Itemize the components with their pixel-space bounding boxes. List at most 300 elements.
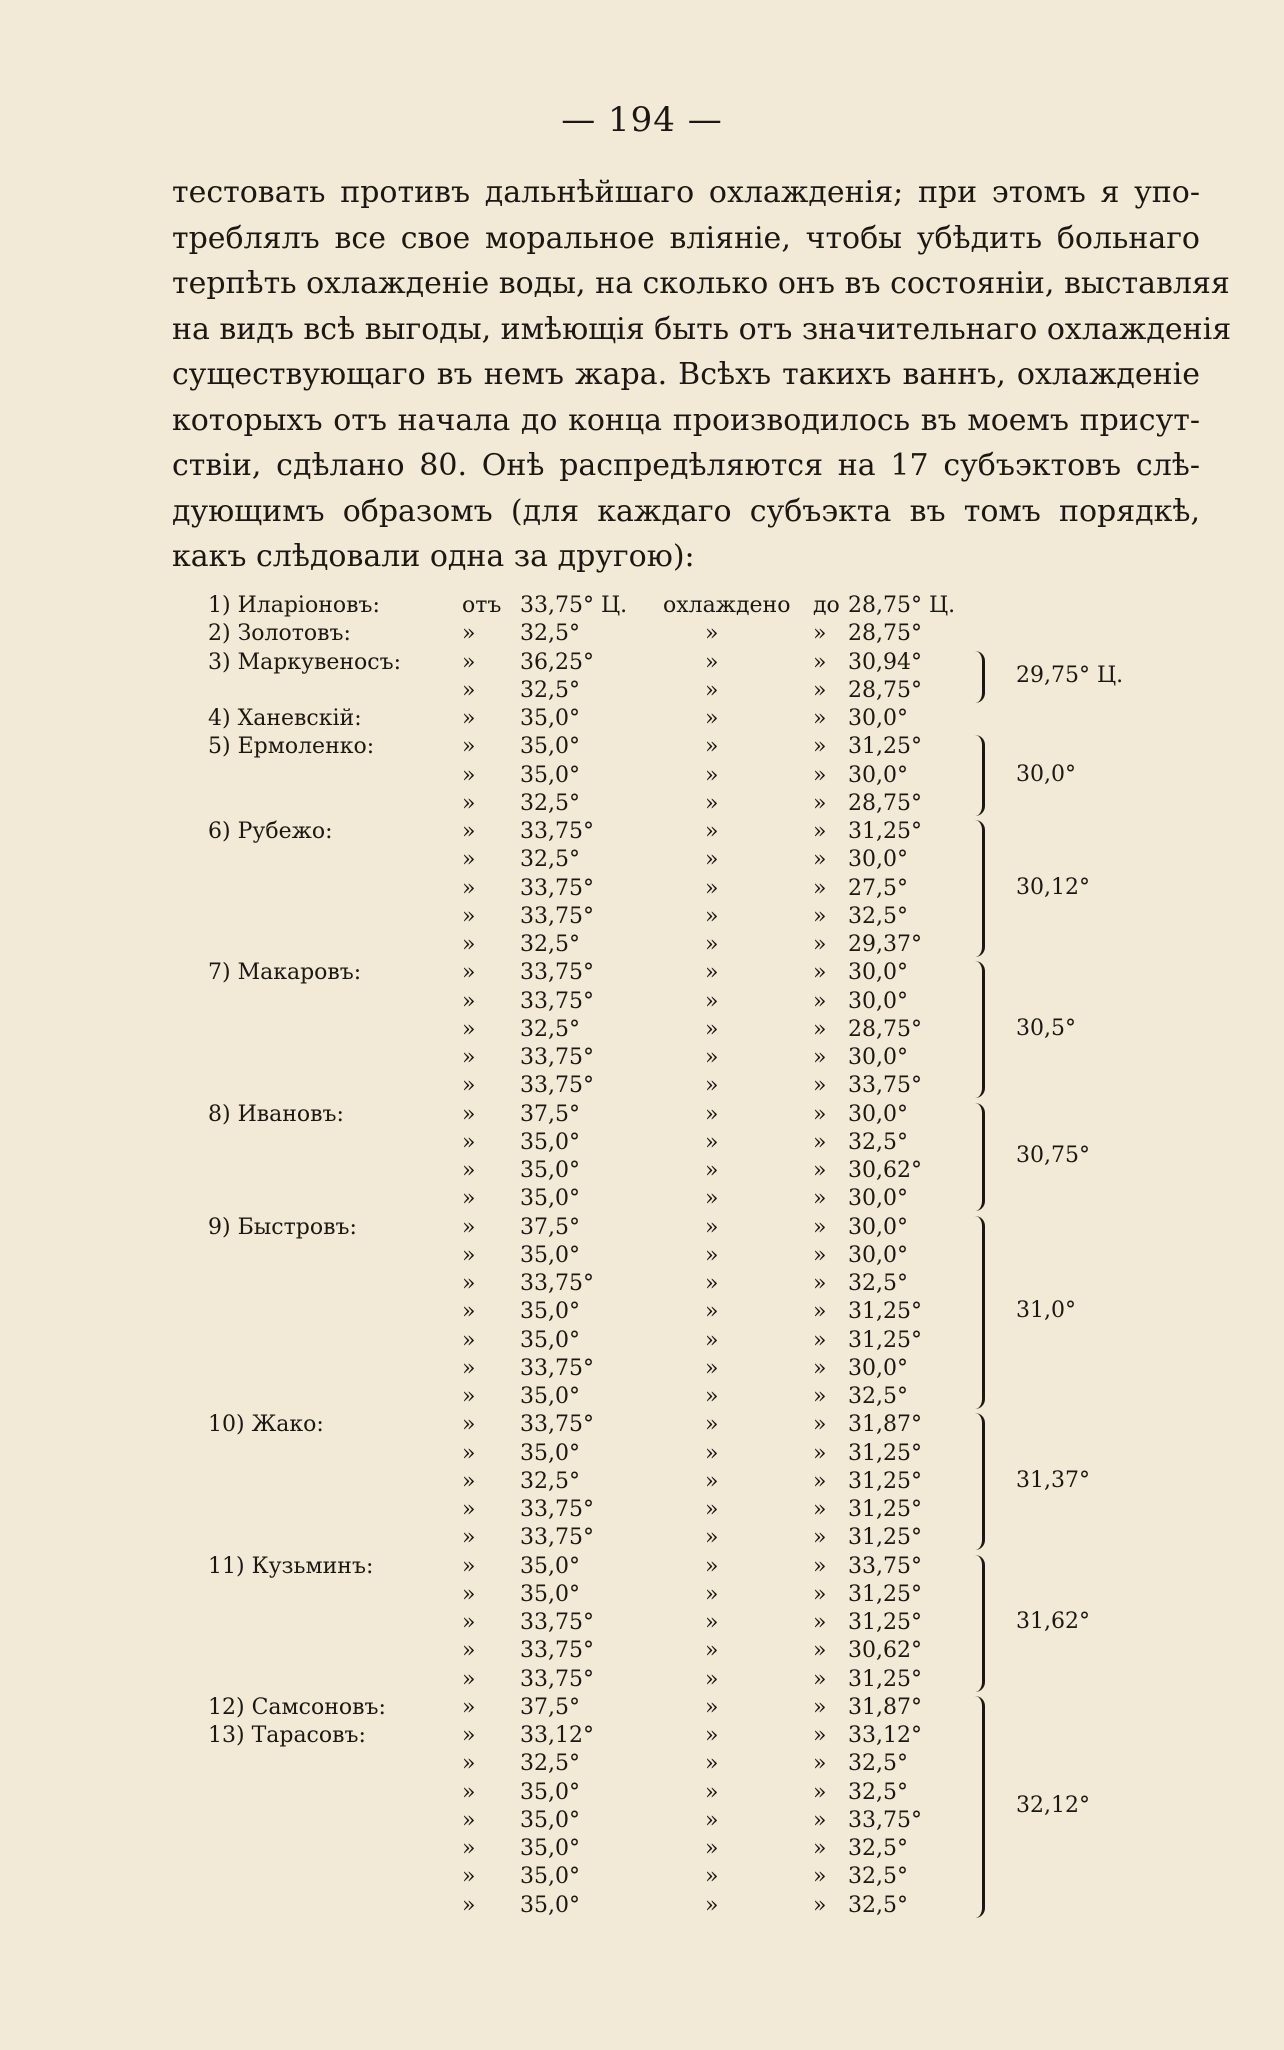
ditto-mark: » <box>705 819 719 844</box>
ditto-mark: » <box>705 932 719 957</box>
subject-name: 10) Жако: <box>208 1412 324 1438</box>
from-value: 33,75° <box>520 1412 594 1438</box>
table-row <box>0 959 1284 987</box>
ditto-mark: » <box>705 1497 719 1522</box>
ditto-mark: » <box>705 1186 719 1212</box>
ditto-mark: » <box>813 960 827 986</box>
ditto-mark: » <box>462 1045 476 1070</box>
subject-name: 12) Самсоновъ: <box>208 1694 386 1720</box>
ditto-mark: » <box>462 1412 476 1438</box>
ditto-mark: » <box>705 1073 719 1099</box>
ditto-mark: » <box>705 1553 719 1579</box>
table-row <box>0 1468 1284 1496</box>
ditto-mark: » <box>462 1101 476 1127</box>
table-row <box>0 1750 1284 1778</box>
from-value: 33,75° <box>520 819 594 844</box>
ditto-mark: » <box>462 1751 476 1777</box>
ditto-mark: » <box>462 1468 476 1494</box>
ditto-mark: » <box>462 1638 476 1664</box>
ditto-mark: » <box>813 1610 827 1635</box>
ditto-mark: » <box>813 932 827 957</box>
table-row <box>0 1694 1284 1722</box>
ditto-mark: » <box>813 847 827 873</box>
ditto-mark: » <box>462 1158 476 1183</box>
ditto-mark: » <box>462 1327 476 1353</box>
ditto-mark: » <box>462 790 476 816</box>
to-value: 30,0° <box>848 1045 908 1070</box>
to-value: 28,75° <box>848 621 922 647</box>
ditto-mark: » <box>462 1864 476 1890</box>
table-row <box>0 1553 1284 1581</box>
ditto-mark: » <box>705 1694 719 1720</box>
to-value: 27,5° <box>848 875 908 901</box>
ditto-mark: » <box>813 1468 827 1494</box>
from-value: 35,0° <box>520 1158 580 1183</box>
table-row <box>0 903 1284 931</box>
ditto-mark: » <box>813 1525 827 1551</box>
ditto-mark: » <box>813 1779 827 1805</box>
from-value: 33,75° <box>520 1525 594 1551</box>
ditto-mark: » <box>462 762 476 788</box>
ditto-mark: » <box>705 1242 719 1268</box>
to-value: 32,5° <box>848 903 908 929</box>
ditto-mark: » <box>813 819 827 844</box>
ditto-mark: » <box>813 1355 827 1381</box>
ditto-mark: » <box>705 1836 719 1861</box>
ditto-mark: » <box>462 1271 476 1296</box>
ditto-mark: » <box>705 649 719 675</box>
ditto-mark: » <box>462 1355 476 1381</box>
to-value: 31,25° <box>848 1525 922 1551</box>
to-value: 30,0° <box>848 706 908 731</box>
table-row <box>0 1609 1284 1637</box>
group-brace <box>968 651 985 703</box>
paragraph-line: какъ слѣдовали одна за другою): <box>172 539 695 574</box>
subject-name: 9) Быстровъ: <box>208 1214 357 1240</box>
to-value: 32,5° <box>848 1892 908 1918</box>
subject-name: 13) Тарасовъ: <box>208 1723 366 1748</box>
ditto-mark: » <box>462 1892 476 1918</box>
ditto-mark: » <box>462 1384 476 1409</box>
average-value: 30,75° <box>1016 1142 1090 1168</box>
table-row <box>0 592 1284 620</box>
ditto-mark: » <box>813 1129 827 1155</box>
ditto-mark: » <box>462 1723 476 1748</box>
table-row <box>0 1835 1284 1863</box>
ditto-mark: » <box>705 847 719 873</box>
table-row <box>0 1524 1284 1552</box>
from-value: 32,5° <box>520 932 580 957</box>
group-brace <box>968 1103 985 1212</box>
from-value: 33,12° <box>520 1723 594 1748</box>
ditto-mark: » <box>705 1468 719 1494</box>
ditto-mark: » <box>813 1751 827 1777</box>
ditto-mark: » <box>813 734 827 760</box>
from-value: 35,0° <box>520 1892 580 1918</box>
ditto-mark: » <box>462 1186 476 1212</box>
average-value: 29,75° Ц. <box>1016 662 1124 688</box>
table-row <box>0 875 1284 903</box>
table-row <box>0 1666 1284 1694</box>
from-value: 33,75° <box>520 1610 594 1635</box>
from-value: 33,75° <box>520 1497 594 1522</box>
subject-name: 11) Кузьминъ: <box>208 1553 374 1579</box>
from-value: 32,5° <box>520 1016 580 1042</box>
to-value: 31,87° <box>848 1412 922 1438</box>
table-row <box>0 1016 1284 1044</box>
ditto-mark: » <box>813 1892 827 1918</box>
paragraph-line: на видъ всѣ выгоды, имѣющія быть отъ значительнаго охлажденія <box>172 311 1232 347</box>
ditto-mark: » <box>813 1101 827 1127</box>
table-row <box>0 1863 1284 1891</box>
average-value: 30,0° <box>1016 761 1076 787</box>
subject-name: 3) Маркувеносъ: <box>208 649 402 675</box>
from-value: 33,75° <box>520 1073 594 1099</box>
to-value: 32,5° <box>848 1129 908 1155</box>
from-value: 33,75° <box>520 1666 594 1692</box>
table-row <box>0 705 1284 733</box>
subject-name: 5) Ермоленко: <box>208 734 375 760</box>
table-row <box>0 1411 1284 1439</box>
ditto-mark: » <box>705 1129 719 1155</box>
paragraph-line: терпѣть охлажденіе воды, на сколько онъ въ состояніи, выставляя <box>172 266 1230 301</box>
ditto-mark: » <box>705 1779 719 1805</box>
ditto-mark: » <box>462 1779 476 1805</box>
ditto-mark: » <box>705 1638 719 1664</box>
average-value: 30,5° <box>1016 1015 1076 1041</box>
table-row <box>0 790 1284 818</box>
table-row <box>0 1637 1284 1665</box>
table-row <box>0 1072 1284 1100</box>
from-value: 33,75° <box>520 960 594 986</box>
to-value: 29,37° <box>848 932 922 957</box>
ditto-mark: » <box>705 960 719 986</box>
ditto-mark: » <box>813 1158 827 1183</box>
from-value: 35,0° <box>520 762 580 788</box>
ditto-mark: » <box>813 1666 827 1692</box>
ditto-mark: » <box>813 1016 827 1042</box>
paragraph-line: ствіи, сдѣлано 80. Онѣ распредѣляются на 17 субъэктовъ слѣ- <box>172 448 1200 483</box>
from-value: 33,75° <box>520 875 594 901</box>
ditto-mark: » <box>705 1610 719 1635</box>
average-value: 31,0° <box>1016 1298 1076 1324</box>
subject-name: 7) Макаровъ: <box>208 960 362 986</box>
ditto-mark: » <box>462 1610 476 1635</box>
paragraph-line: дующимъ образомъ (для каждаго субъэкта въ томъ порядкѣ, <box>172 493 1200 529</box>
body-paragraph <box>172 170 1232 580</box>
ditto-mark: » <box>813 649 827 675</box>
ditto-mark: » <box>462 649 476 675</box>
subject-name: 4) Ханевскій: <box>208 706 362 731</box>
to-value: 28,75° <box>848 677 922 703</box>
ditto-mark: » <box>705 1892 719 1918</box>
from-value: 35,0° <box>520 1779 580 1805</box>
ditto-mark: » <box>813 762 827 788</box>
ditto-mark: » <box>462 1214 476 1240</box>
ditto-mark: » <box>813 706 827 731</box>
group-brace <box>968 1555 985 1692</box>
ditto-mark: » <box>813 1440 827 1466</box>
ditto-mark: » <box>813 621 827 647</box>
ditto-mark: » <box>705 1581 719 1607</box>
from-value: 33,75° <box>520 1045 594 1070</box>
ditto-mark: » <box>462 1581 476 1607</box>
average-value: 32,12° <box>1016 1792 1090 1818</box>
from-value: 32,5° <box>520 677 580 703</box>
ditto-mark: » <box>462 875 476 901</box>
to-value: 32,5° <box>848 1271 908 1296</box>
ditto-mark: » <box>705 1214 719 1240</box>
from-value: 35,0° <box>520 1581 580 1607</box>
ditto-mark: » <box>813 1327 827 1353</box>
to-value: 31,25° <box>848 1581 922 1607</box>
from-value: 33,75° <box>520 1271 594 1296</box>
from-value: 35,0° <box>520 1864 580 1890</box>
paragraph-line: треблялъ все свое моральное вліяніе, чтобы убѣдить больнаго <box>172 220 1200 256</box>
ditto-mark: » <box>462 932 476 957</box>
to-value: 31,25° <box>848 734 922 760</box>
to-value: 30,62° <box>848 1638 922 1664</box>
to-value: 28,75° <box>848 790 922 816</box>
ditto-mark: » <box>813 1242 827 1268</box>
from-value: 35,0° <box>520 734 580 760</box>
to-value: 30,62° <box>848 1158 922 1183</box>
from-value: 32,5° <box>520 847 580 873</box>
ditto-mark: » <box>705 1384 719 1409</box>
ditto-mark: » <box>462 1497 476 1522</box>
average-value: 31,37° <box>1016 1467 1090 1493</box>
from-value: 32,5° <box>520 621 580 647</box>
table-row <box>0 1581 1284 1609</box>
ditto-mark: » <box>813 1836 827 1861</box>
ditto-mark: » <box>813 1214 827 1240</box>
ditto-mark: » <box>705 621 719 647</box>
ditto-mark: » <box>813 1581 827 1607</box>
table-row <box>0 1440 1284 1468</box>
from-word: отъ <box>462 593 502 618</box>
to-value: 31,87° <box>848 1694 922 1720</box>
ditto-mark: » <box>462 1525 476 1551</box>
to-value: 28,75° Ц. <box>848 593 956 618</box>
table-row <box>0 1298 1284 1326</box>
temperature-table <box>0 592 1284 1932</box>
group-brace <box>968 735 985 816</box>
ditto-mark: » <box>705 1355 719 1381</box>
ditto-mark: » <box>705 1864 719 1890</box>
to-value: 31,25° <box>848 1440 922 1466</box>
ditto-mark: » <box>705 1440 719 1466</box>
to-value: 33,75° <box>848 1807 922 1833</box>
table-row <box>0 1722 1284 1750</box>
ditto-mark: » <box>813 875 827 901</box>
page-number: — 194 — <box>561 100 723 140</box>
to-value: 31,25° <box>848 1666 922 1692</box>
from-value: 35,0° <box>520 1299 580 1325</box>
to-value: 30,0° <box>848 1214 908 1240</box>
from-value: 35,0° <box>520 1440 580 1466</box>
ditto-mark: » <box>462 1299 476 1325</box>
ditto-mark: » <box>813 1497 827 1522</box>
ditto-mark: » <box>705 677 719 703</box>
ditto-mark: » <box>462 903 476 929</box>
ditto-mark: » <box>462 988 476 1014</box>
to-value: 30,0° <box>848 1242 908 1268</box>
from-value: 35,0° <box>520 1836 580 1861</box>
to-value: 33,75° <box>848 1553 922 1579</box>
ditto-mark: » <box>462 1073 476 1099</box>
ditto-mark: » <box>462 847 476 873</box>
ditto-mark: » <box>705 1751 719 1777</box>
subject-name: 2) Золотовъ: <box>208 621 351 647</box>
to-value: 28,75° <box>848 1016 922 1042</box>
ditto-mark: » <box>705 706 719 731</box>
to-value: 30,0° <box>848 1186 908 1212</box>
ditto-mark: » <box>813 790 827 816</box>
subject-name: 1) Иларіоновъ: <box>208 593 380 618</box>
ditto-mark: » <box>705 1158 719 1183</box>
ditto-mark: » <box>705 1045 719 1070</box>
to-value: 33,12° <box>848 1723 922 1748</box>
ditto-mark: » <box>813 1723 827 1748</box>
ditto-mark: » <box>813 1638 827 1664</box>
group-brace <box>968 961 985 1098</box>
to-value: 30,0° <box>848 960 908 986</box>
table-row <box>0 1892 1284 1920</box>
from-value: 35,0° <box>520 706 580 731</box>
to-value: 32,5° <box>848 1384 908 1409</box>
ditto-mark: » <box>813 1073 827 1099</box>
from-value: 35,0° <box>520 1242 580 1268</box>
ditto-mark: » <box>705 988 719 1014</box>
ditto-mark: » <box>462 677 476 703</box>
ditto-mark: » <box>813 1045 827 1070</box>
ditto-mark: » <box>705 1525 719 1551</box>
ditto-mark: » <box>705 790 719 816</box>
from-value: 36,25° <box>520 649 594 675</box>
ditto-mark: » <box>813 1271 827 1296</box>
ditto-mark: » <box>462 1694 476 1720</box>
ditto-mark: » <box>813 677 827 703</box>
table-row <box>0 988 1284 1016</box>
table-row <box>0 1157 1284 1185</box>
to-value: 31,25° <box>848 819 922 844</box>
group-brace <box>968 820 985 957</box>
ditto-mark: » <box>462 1129 476 1155</box>
ditto-mark: » <box>813 903 827 929</box>
ditto-mark: » <box>462 960 476 986</box>
from-value: 33,75° <box>520 988 594 1014</box>
ditto-mark: » <box>462 706 476 731</box>
from-value: 35,0° <box>520 1553 580 1579</box>
paragraph-line: тестовать противъ дальнѣйшаго охлажденія; при этомъ я упо- <box>172 175 1200 210</box>
table-row <box>0 846 1284 874</box>
from-value: 33,75° Ц. <box>520 593 628 618</box>
from-value: 32,5° <box>520 790 580 816</box>
to-value: 31,25° <box>848 1497 922 1522</box>
average-value: 31,62° <box>1016 1609 1090 1634</box>
table-row <box>0 1807 1284 1835</box>
group-brace <box>968 1216 985 1410</box>
from-value: 32,5° <box>520 1751 580 1777</box>
to-word: до <box>813 593 840 618</box>
paragraph-line: существующаго въ немъ жара. Всѣхъ такихъ ваннъ, охлажденіе <box>172 357 1200 392</box>
ditto-mark: » <box>462 1242 476 1268</box>
table-row <box>0 1327 1284 1355</box>
ditto-mark: » <box>705 1666 719 1692</box>
from-value: 33,75° <box>520 1638 594 1664</box>
ditto-mark: » <box>705 762 719 788</box>
ditto-mark: » <box>813 988 827 1014</box>
table-row <box>0 733 1284 761</box>
to-value: 30,0° <box>848 1355 908 1381</box>
table-row <box>0 762 1284 790</box>
subject-name: 8) Ивановъ: <box>208 1101 344 1127</box>
table-row <box>0 818 1284 846</box>
table-row <box>0 620 1284 648</box>
ditto-mark: » <box>705 1016 719 1042</box>
to-value: 30,0° <box>848 988 908 1014</box>
ditto-mark: » <box>705 1327 719 1353</box>
ditto-mark: » <box>705 1723 719 1748</box>
to-value: 30,0° <box>848 847 908 873</box>
to-value: 30,0° <box>848 1101 908 1127</box>
table-row <box>0 1044 1284 1072</box>
table-row <box>0 1270 1284 1298</box>
ditto-mark: » <box>705 875 719 901</box>
to-value: 30,94° <box>848 649 922 675</box>
from-value: 33,75° <box>520 903 594 929</box>
ditto-mark: » <box>705 1101 719 1127</box>
from-value: 37,5° <box>520 1694 580 1720</box>
ditto-mark: » <box>462 734 476 760</box>
ditto-mark: » <box>705 1271 719 1296</box>
table-row <box>0 1129 1284 1157</box>
ditto-mark: » <box>462 1440 476 1466</box>
ditto-mark: » <box>462 1666 476 1692</box>
from-value: 33,75° <box>520 1355 594 1381</box>
from-value: 35,0° <box>520 1327 580 1353</box>
table-row <box>0 1779 1284 1807</box>
ditto-mark: » <box>462 621 476 647</box>
to-value: 32,5° <box>848 1751 908 1777</box>
to-value: 32,5° <box>848 1779 908 1805</box>
ditto-mark: » <box>462 1836 476 1861</box>
table-row <box>0 1242 1284 1270</box>
ditto-mark: » <box>705 734 719 760</box>
ditto-mark: » <box>813 1807 827 1833</box>
group-brace <box>968 1413 985 1550</box>
from-value: 35,0° <box>520 1807 580 1833</box>
to-value: 30,0° <box>848 762 908 788</box>
table-row <box>0 1185 1284 1213</box>
from-value: 35,0° <box>520 1186 580 1212</box>
from-value: 32,5° <box>520 1468 580 1494</box>
to-value: 33,75° <box>848 1073 922 1099</box>
ditto-mark: » <box>813 1299 827 1325</box>
ditto-mark: » <box>813 1694 827 1720</box>
to-value: 31,25° <box>848 1299 922 1325</box>
ditto-mark: » <box>462 1553 476 1579</box>
table-row <box>0 1101 1284 1129</box>
ditto-mark: » <box>705 1807 719 1833</box>
ditto-mark: » <box>813 1412 827 1438</box>
cooled-word: охлаждено <box>663 593 791 618</box>
table-row <box>0 1496 1284 1524</box>
table-row <box>0 931 1284 959</box>
ditto-mark: » <box>705 1412 719 1438</box>
ditto-mark: » <box>705 1299 719 1325</box>
table-row <box>0 1355 1284 1383</box>
